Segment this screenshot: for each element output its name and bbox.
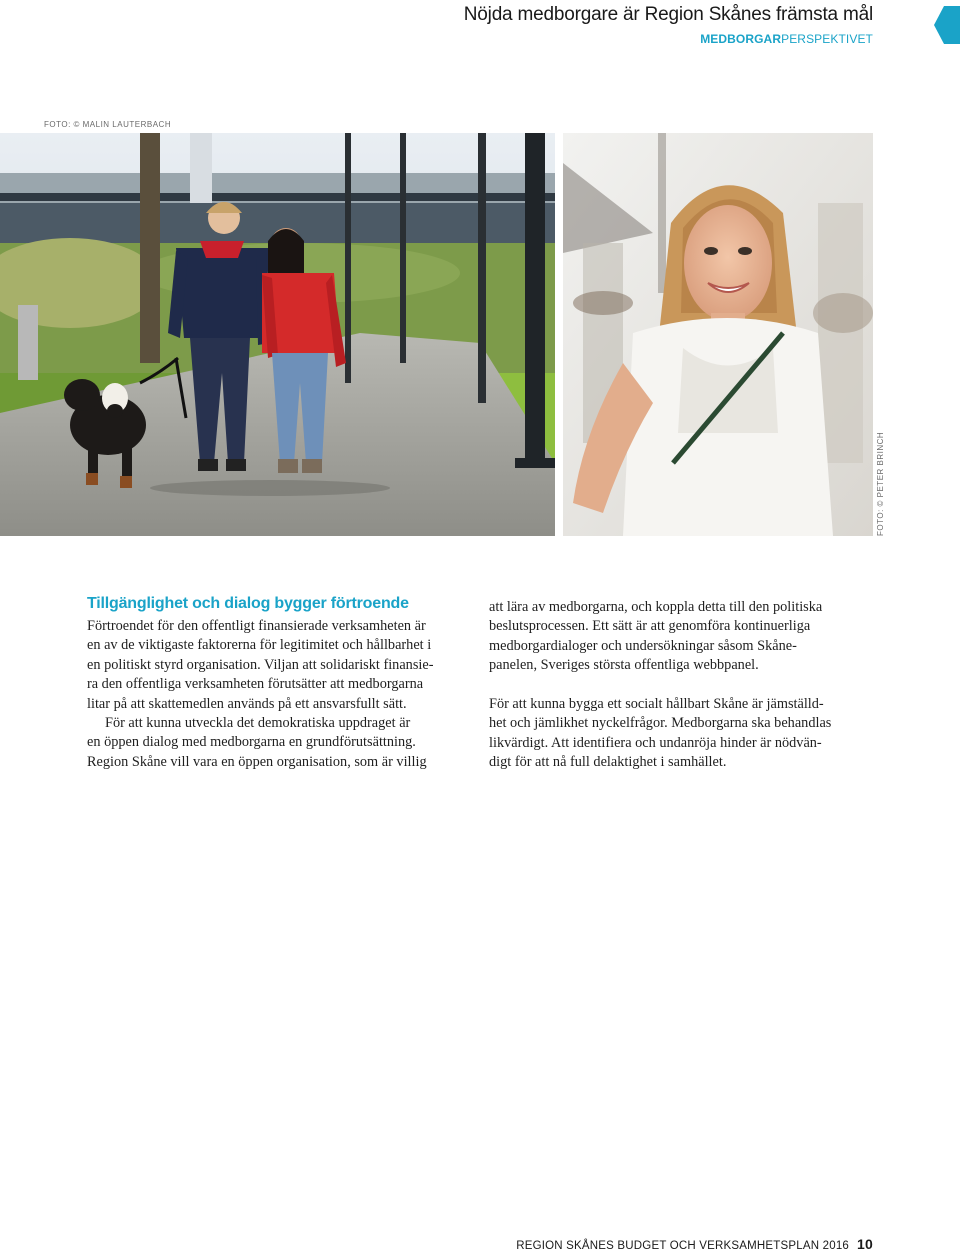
paragraph-gap (489, 676, 889, 695)
text-line: Förtroendet för den offentligt finansierade verksamheten är (87, 618, 426, 634)
hexagon-tab-icon (934, 6, 960, 44)
photo-credit-left: FOTO: © MALIN LAUTERBACH (44, 120, 172, 129)
section-label-bold: MEDBORGAR (700, 32, 782, 46)
text-line: en politiskt styrd organisation. Viljan att solidariskt finansie- (87, 656, 434, 673)
text-line: Region Skåne vill vara en öppen organisation, som är villig (87, 753, 427, 770)
photo-smiling-woman (563, 133, 873, 536)
page-footer (516, 1236, 873, 1252)
text-line: panelen, Sveriges största offentliga webbpanel. (489, 657, 759, 674)
text-line: het och jämlikhet nyckelfrågor. Medborgarna ska behandlas (489, 715, 832, 732)
text-line: ra den offentliga verksamheten förutsätter att medborgarna (87, 676, 424, 693)
text-line: litar på att skattemedlen används på ett ansvarsfullt sätt. (87, 695, 407, 712)
text-line: att lära av medborgarna, och koppla detta till den politiska (489, 599, 823, 615)
photo-park-walk (0, 133, 555, 536)
article-column-1 (87, 617, 487, 772)
page-number: 10 (857, 1236, 873, 1252)
photo-credit-right: FOTO: © PETER BRINCH (876, 431, 885, 536)
text-line: en öppen dialog med medborgarna en grundförutsättning. (87, 734, 416, 751)
text-line: medborgardialoger och undersökningar såsom Skåne- (489, 637, 797, 654)
smiling-woman-illustration (563, 133, 873, 536)
text-line: beslutsprocessen. Ett sätt är att genomföra kontinuerliga (489, 618, 811, 635)
section-label (700, 32, 873, 46)
park-walk-illustration (0, 133, 555, 536)
article-heading: Tillgänglighet och dialog bygger förtroende (87, 595, 409, 612)
text-line: en av de viktigaste faktorerna för legitimitet och hållbarhet i (87, 637, 432, 654)
text-line: likvärdigt. Att identifiera och undanröja hinder är nödvän- (489, 734, 822, 751)
page-header-title: Nöjda medborgare är Region Skånes främsta mål (463, 4, 873, 25)
text-line: För att kunna utveckla det demokratiska uppdraget är (105, 715, 411, 732)
text-line: digt för att nå full delaktighet i samhället. (489, 754, 727, 771)
article-column-2 (489, 598, 889, 773)
section-label-rest: PERSPEKTIVET (781, 32, 873, 46)
footer-text: REGION SKÅNES BUDGET OCH VERKSAMHETSPLAN 2016 (516, 1240, 850, 1252)
text-line: För att kunna bygga ett socialt hållbart Skåne är jämställd- (489, 696, 824, 713)
